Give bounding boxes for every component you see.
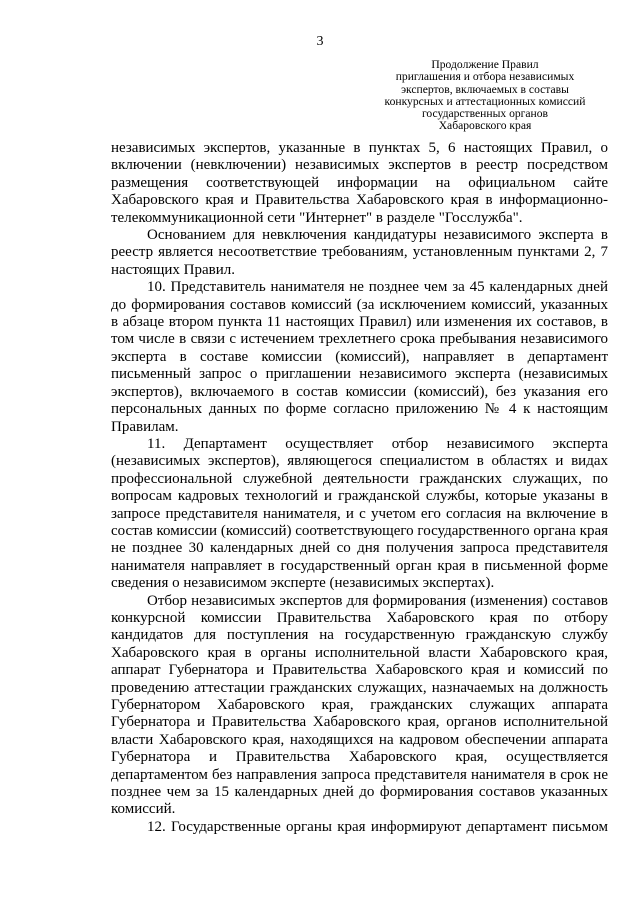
paragraph-item-10: 10. Представитель нанимателя не позднее чем за 45 календарных дней до формирования составов комиссий (за исключением комиссий, указанных в абзаце втором пункта 11 настоящих Правил) или изменения их составов, в том числе в связи с истечением трехлетнего срока пребывания независимого эксперта в составе комиссии (комиссий), направляет в департамент письменный запрос о приглашении независимого эксперта (независимых экспертов), включаемого в состав комиссии (комиссий), без указания его персональных данных по форме согласно приложению № 4 к настоящим Правилам.	[111, 279, 608, 435]
continuation-header	[365, 59, 605, 133]
paragraph-item-12: 12. Государственные органы края информируют департамент письмом	[147, 818, 608, 835]
page-number: 3	[316, 34, 324, 49]
continuation-header-line: государственных органов	[421, 107, 549, 121]
paragraph-continued: независимых экспертов, указанные в пунктах 5, 6 настоящих Правил, о включении (невключении) независимых экспертов в реестр посредством размещения соответствующей информации на официальном сайте Хабаровского края и Правительства Хабаровского края в информационно-телекоммуникационной сети "Интернет" в разделе "Госслужба".	[111, 140, 608, 226]
paragraph-grounds-for-exclusion: Основанием для невключения кандидатуры независимого эксперта в реестр является несоответствие требованиям, установленным пунктами 2, 7 настоящих Правил.	[111, 227, 608, 278]
paragraph-item-11: 11. Департамент осуществляет отбор независимого эксперта (независимых экспертов), являющегося специалистом в областях и видах профессиональной служебной деятельности гражданских служащих, по вопросам кадровых технологий и гражданской службы, которые указаны в запросе представителя нанимателя, и с учетом его согласия на включение в состав комиссии (комиссий) соответствующего государственного органа края не позднее 30 календарных дней со дня получения запроса представителя нанимателя направляет в государственный орган края в письменной форме сведения о независимом эксперте (независимых экспертах).	[111, 435, 608, 592]
body-text	[111, 140, 608, 836]
continuation-header-line: Хабаровского края	[438, 119, 532, 133]
paragraph-item-11-second: Отбор независимых экспертов для формирования (изменения) составов конкурсной комиссии Правительства Хабаровского края по отбору кандидатов для поступления на государственную гражданскую службу Хабаровского края в органы исполнительной власти Хабаровского края, аппарат Губернатора и Правительства Хабаровского края и комиссий по проведению аттестации гражданских служащих, назначаемых на должность Губернатором Хабаровского края, гражданских служащих аппарата Губернатора и Правительства Хабаровского края, органов исполнительной власти Хабаровского края, находящихся на кадровом обеспечении аппарата Губернатора и Правительства Хабаровского края, осуществляется департаментом без направления запроса представителя нанимателя в срок не позднее чем за 15 календарных дней до формирования составов указанных комиссий.	[111, 592, 608, 818]
continuation-header-line: конкурсных и аттестационных комиссий	[384, 94, 586, 108]
continuation-header-line: приглашения и отбора независимых	[395, 70, 575, 84]
continuation-header-line: Продолжение Правил	[431, 58, 539, 71]
continuation-header-line: экспертов, включаемых в составы	[401, 82, 569, 96]
